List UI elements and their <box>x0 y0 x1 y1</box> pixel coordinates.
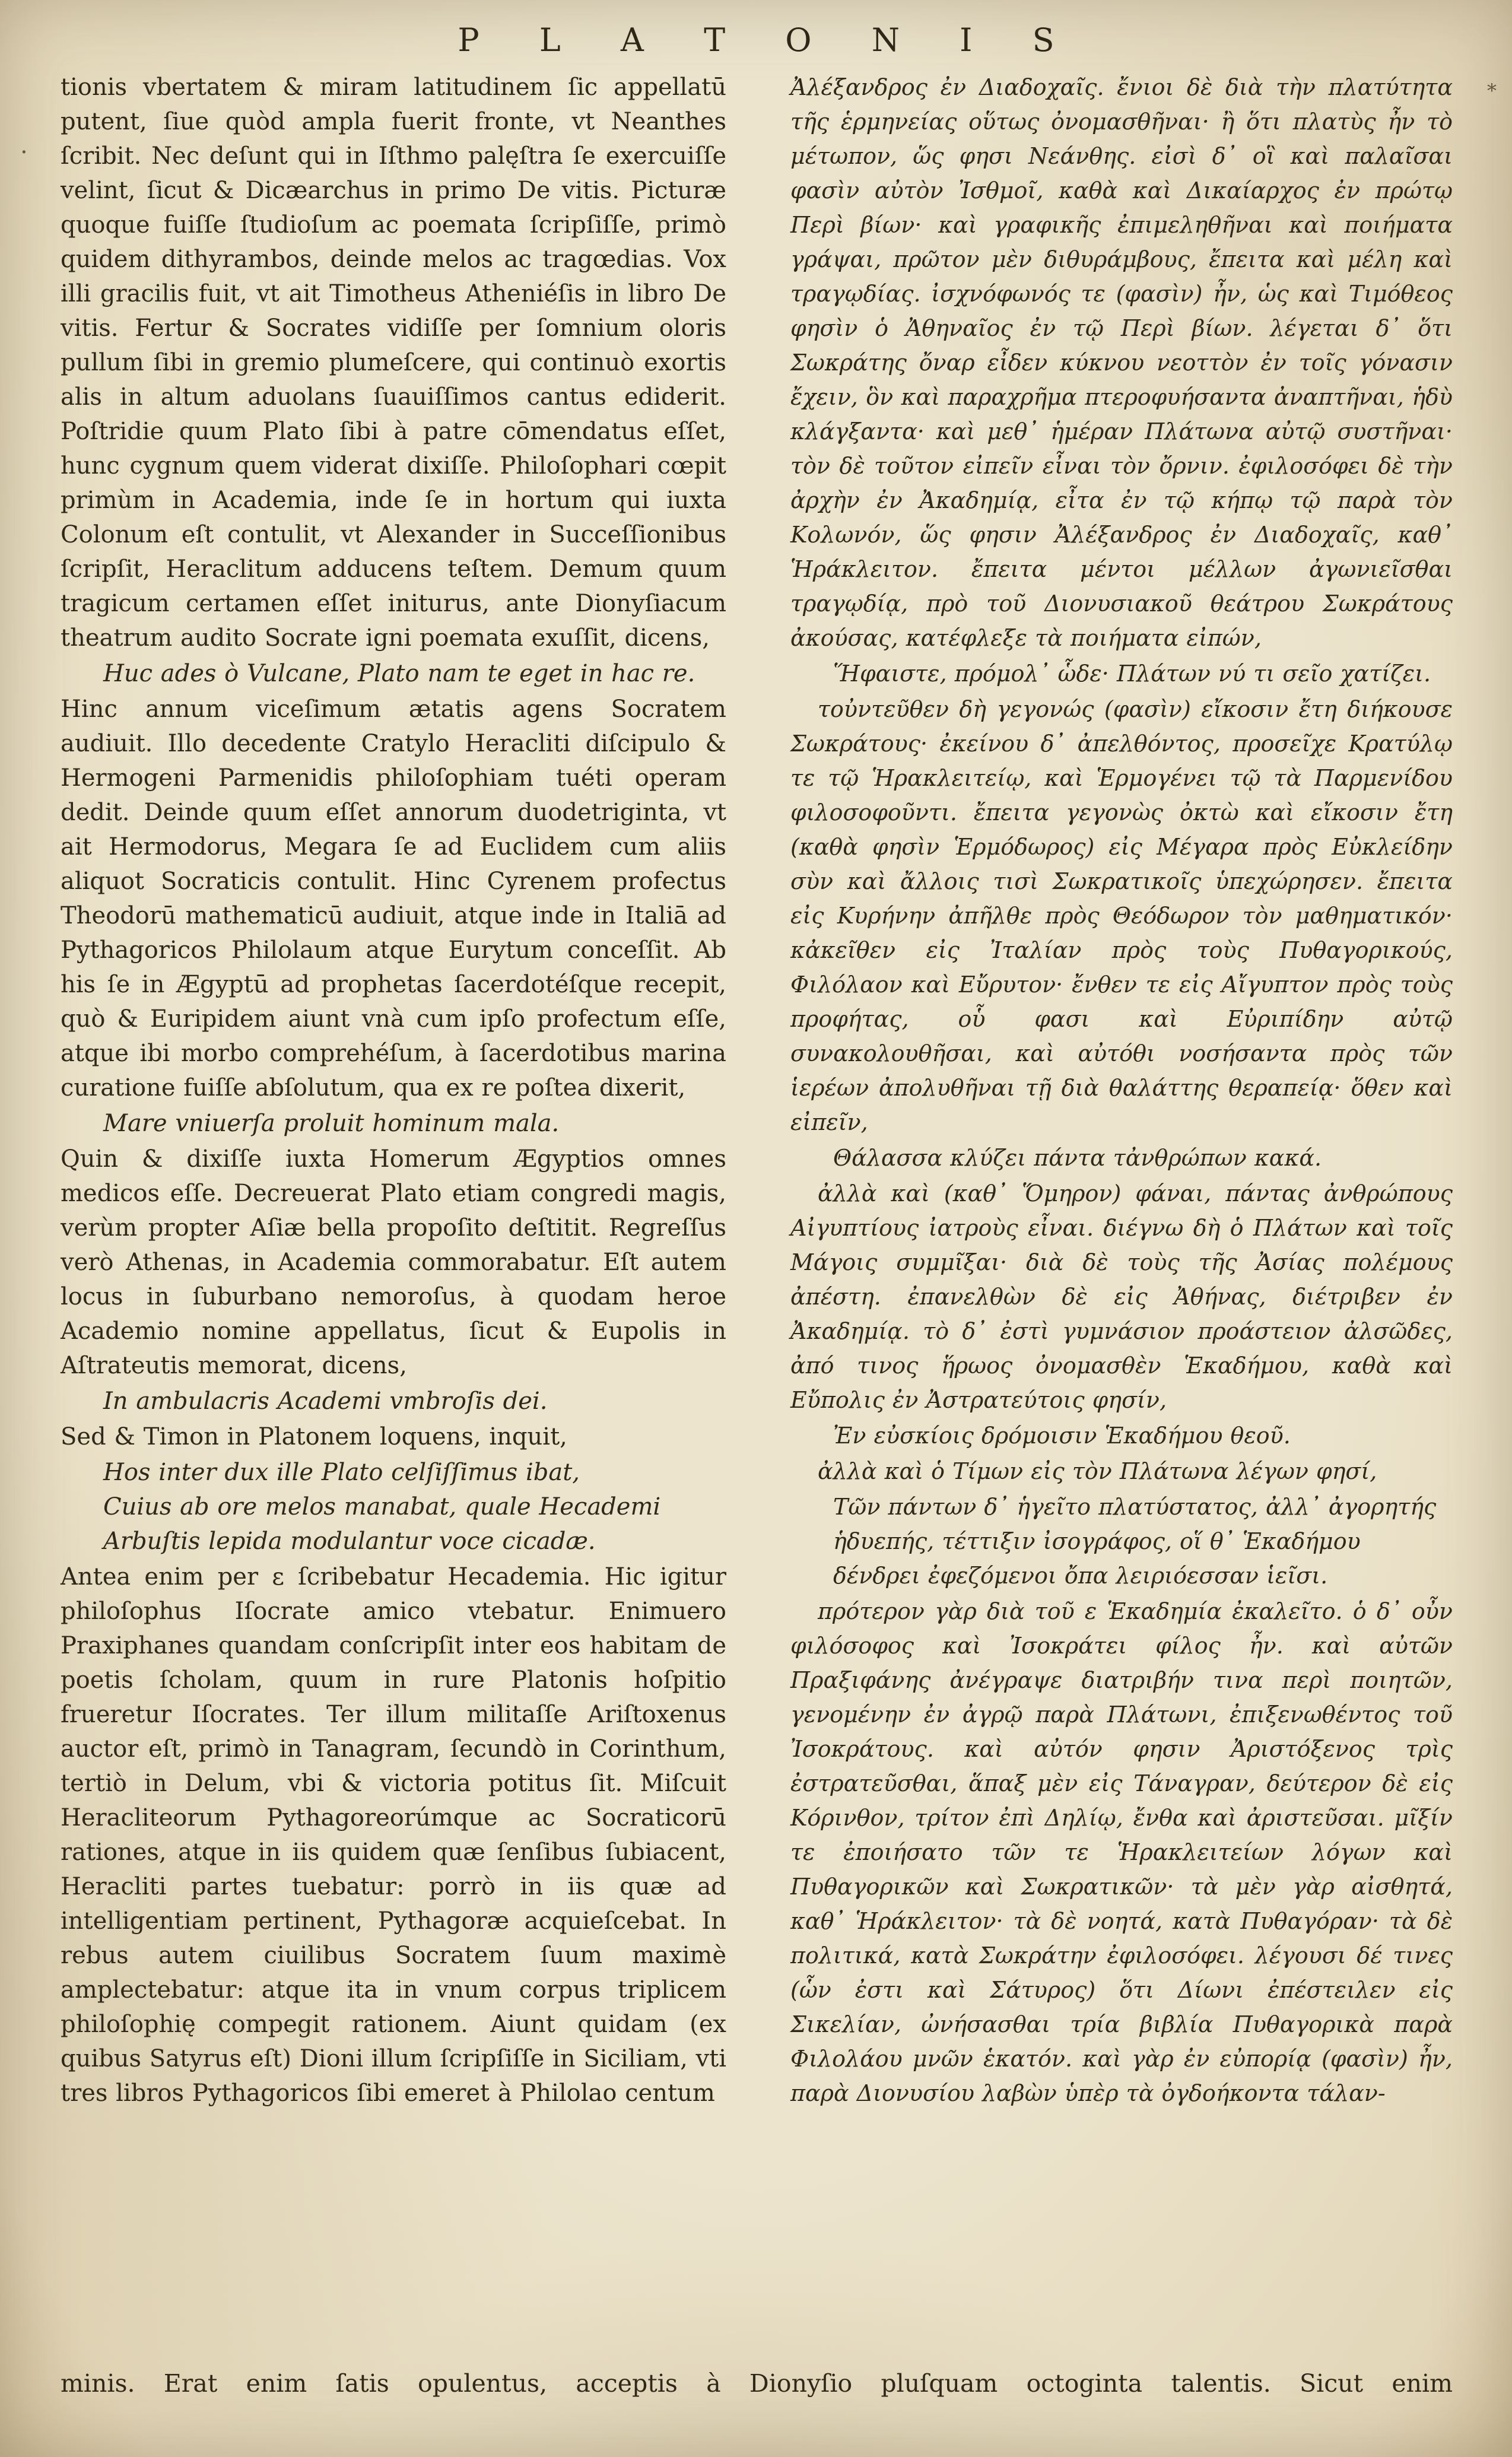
verse-line: ἡδυεπής, τέττιξιν ἰσογράφος, οἵ θ᾽ Ἑκαδήμου <box>833 1528 1361 1554</box>
verse-line: Cuius ab ore melos manabat, quale Hecademi <box>103 1493 661 1520</box>
prose-paragraph: τοὐντεῦθεν δὴ γεγονώς (φασὶν) εἴκοσιν ἔτη διήκουσε Σωκράτους· ἐκείνου δ᾽ ἀπελθόντος, προσεῖχε Κρατύλῳ τε τῷ Ἡρακλειτείῳ, καὶ Ἑρμογένει τῷ τὰ Παρμενίδου φιλοσοφοῦντι. ἔπειτα γεγονὼς ὀκτὼ καὶ εἴκοσιν ἔτη (καθὰ φησὶν Ἑρμόδωρος) εἰς Μέγαρα πρὸς Εὐκλείδην σὺν καὶ ἄλλοις τισὶ Σωκρατικοῖς ὑπεχώρησεν. ἔπειτα εἰς Κυρήνην ἀπῆλθε πρὸς Θεόδωρον τὸν μαθηματικόν· κἀκεῖθεν εἰς Ἰταλίαν πρὸς τοὺς Πυθαγορικούς, Φιλόλαον καὶ Εὔρυτον· ἔνθεν τε εἰς Αἴγυπτον πρὸς τοὺς προφήτας, οὗ φασι καὶ Εὐριπίδην αὐτῷ συνακολουθῆσαι, καὶ αὐτόθι νοσήσαντα πρὸς τῶν ἱερέων ἀπολυθῆναι τῇ διὰ θαλάττης θεραπείᾳ· ὅθεν καὶ εἰπεῖν, <box>790 696 1453 1135</box>
prose-paragraph: Sed & Timon in Platonem loquens, inquit, <box>61 1423 567 1450</box>
greek-column <box>790 70 1453 2110</box>
verse-quotation <box>833 1490 1453 1593</box>
running-header: P L A T O N I S <box>458 21 1079 59</box>
verse-quotation <box>103 1106 726 1141</box>
prose-paragraph: Quin & dixiſſe iuxta Homerum Ægyptios omnes medicos eſſe. Decreuerat Plato etiam congredi magis, verùm propter Aſiæ bella propoſito deſtitit. Regreſſus verò Athenas, in Academia commorabatur. Eſt autem locus in ſuburbano nemoroſus, à quodam heroe Academio nomine appellatus, ſicut & Eupolis in Aſtrateutis memorat, dicens, <box>61 1145 726 1379</box>
verse-quotation <box>103 1384 726 1418</box>
verse-line: Arbuſtis lepida modulantur voce cicadæ. <box>103 1528 596 1555</box>
latin-column <box>61 70 726 2110</box>
verse-line: Ἐν εὐσκίοις δρόμοισιν Ἑκαδήμου θεοῦ. <box>833 1423 1291 1449</box>
prose-paragraph: Hinc annum viceſimum ætatis agens Socratem audiuit. Illo decedente Cratylo Heracliti diſcipulo & Hermogeni Parmenidis philoſophiam tuéti operam dedit. Deinde quum eſſet annorum duodetriginta, vt ait Hermodorus, Megara ſe ad Euclidem cum aliis aliquot Socraticis contulit. Hinc Cyrenem profectus Theodorū mathematicū audiuit, atque inde in Italiā ad Pythagoricos Philolaum atque Eurytum conceſſit. Ab his ſe in Ægyptū ad prophetas ſacerdotéſque recepit, quò & Euripidem aiunt vnà cum ipſo profectum eſſe, atque ibi morbo comprehéſum, à ſacerdotibus marina curatione fuiſſe abſolutum, qua ex re poſtea dixerit, <box>61 696 726 1101</box>
verse-quotation <box>833 1418 1453 1453</box>
verse-line: Mare vniuerſa proluit hominum mala. <box>103 1110 560 1137</box>
footer-continuation-line: minis. Erat enim ſatis opulentus, acceptis à Dionyſio pluſquam octoginta talentis. Sicut enim <box>61 2369 1453 2398</box>
prose-paragraph: tionis vbertatem & miram latitudinem ſic appellatū putent, ſiue quòd ampla fuerit fronte, vt Neanthes ſcribit. Nec deſunt qui in Iſthmo palęſtra ſe exercuiſſe velint, ſicut & Dicæarchus in primo De vitis. Picturæ quoque fuiſſe ſtudioſum ac poemata ſcripſiſſe, primò quidem dithyrambos, deinde melos ac tragœdias. Vox illi gracilis fuit, vt ait Timotheus Atheniéſis in libro De vitis. Fertur & Socrates vidiſſe per ſomnium oloris pullum ſibi in gremio plumeſcere, qui continuò exortis alis in altum aduolans ſuauiſſimos cantus ediderit. Poſtridie quum Plato ſibi à patre cōmendatus eſſet, hunc cygnum quem viderat dixiſſe. Philoſophari cœpit primùm in Academia, inde ſe in hortum qui iuxta Colonum eſt contulit, vt Alexander in Succeſſionibus ſcripſit, Heraclitum adducens teſtem. Demum quum tragicum certamen eſſet initurus, ante Dionyſiacum theatrum audito Socrate igni poemata exuſſit, dicens, <box>61 74 726 652</box>
margin-mark: . <box>20 132 28 159</box>
prose-paragraph: Ἀλέξανδρος ἐν Διαδοχαῖς. ἔνιοι δὲ διὰ τὴν πλατύτητα τῆς ἑρμηνείας οὕτως ὀνομασθῆναι· ἢ ὅτι πλατὺς ἦν τὸ μέτωπον, ὥς φησι Νεάνθης. εἰσὶ δ᾽ οἳ καὶ παλαῖσαι φασὶν αὐτὸν Ἰσθμοῖ, καθὰ καὶ Δικαίαρχος ἐν πρώτῳ Περὶ βίων· καὶ γραφικῆς ἐπιμεληθῆναι καὶ ποιήματα γράψαι, πρῶτον μὲν διθυράμβους, ἔπειτα καὶ μέλη καὶ τραγῳδίας. ἰσχνόφωνός τε (φασὶν) ἦν, ὡς καὶ Τιμόθεος φησὶν ὁ Ἀθηναῖος ἐν τῷ Περὶ βίων. λέγεται δ᾽ ὅτι Σωκράτης ὄναρ εἶδεν κύκνου νεοττὸν ἐν τοῖς γόνασιν ἔχειν, ὃν καὶ παραχρῆμα πτεροφυήσαντα ἀναπτῆναι, ἡδὺ κλάγξαντα· καὶ μεθ᾽ ἡμέραν Πλάτωνα αὐτῷ συστῆναι· τὸν δὲ τοῦτον εἰπεῖν εἶναι τὸν ὄρνιν. ἐφιλοσόφει δὲ τὴν ἀρχὴν ἐν Ἀκαδημίᾳ, εἶτα ἐν τῷ κήπῳ τῷ παρὰ τὸν Κολωνόν, ὥς φησιν Ἀλέξανδρος ἐν Διαδοχαῖς, καθ᾽ Ἡράκλειτον. ἔπειτα μέντοι μέλλων ἀγωνιεῖσθαι τραγῳδίᾳ, πρὸ τοῦ Διονυσιακοῦ θεάτρου Σωκράτους ἀκούσας, κατέφλεξε τὰ ποιήματα εἰπών, <box>790 74 1453 651</box>
prose-paragraph: πρότερον γὰρ διὰ τοῦ ε Ἑκαδημία ἐκαλεῖτο. ὁ δ᾽ οὖν φιλόσοφος καὶ Ἰσοκράτει φίλος ἦν. καὶ αὐτῶν Πραξιφάνης ἀνέγραψε διατριβήν τινα περὶ ποιητῶν, γενομένην ἐν ἀγρῷ παρὰ Πλάτωνι, ἐπιξενωθέντος τοῦ Ἰσοκράτους. καὶ αὐτόν φησιν Ἀριστόξενος τρὶς ἐστρατεῦσθαι, ἅπαξ μὲν εἰς Τάναγραν, δεύτερον δὲ εἰς Κόρινθον, τρίτον ἐπὶ Δηλίῳ, ἔνθα καὶ ἀριστεῦσαι. μῖξίν τε ἐποιήσατο τῶν τε Ἡρακλειτείων λόγων καὶ Πυθαγορικῶν καὶ Σωκρατικῶν· τὰ μὲν γὰρ αἰσθητά, καθ᾽ Ἡράκλειτον· τὰ δὲ νοητά, κατὰ Πυθαγόραν· τὰ δὲ πολιτικά, κατὰ Σωκράτην ἐφιλοσόφει. λέγουσι δέ τινες (ὧν ἐστι καὶ Σάτυρος) ὅτι Δίωνι ἐπέστειλεν εἰς Σικελίαν, ὠνήσασθαι τρία βιβλία Πυθαγορικὰ παρὰ Φιλολάου μνῶν ἑκατόν. καὶ γὰρ ἐν εὐπορίᾳ (φασὶν) ἦν, παρὰ Διονυσίου λαβὼν ὑπὲρ τὰ ὀγδοήκοντα τάλαν- <box>790 1598 1453 2106</box>
verse-line: δένδρει ἐφεζόμενοι ὄπα λειριόεσσαν ἱεῖσι. <box>833 1563 1328 1589</box>
verse-line: Θάλασσα κλύζει πάντα τἀνθρώπων κακά. <box>833 1145 1322 1171</box>
prose-paragraph: ἀλλὰ καὶ (καθ᾽ Ὅμηρον) φάναι, πάντας ἀνθρώπους Αἰγυπτίους ἰατροὺς εἶναι. διέγνω δὴ ὁ Πλάτων καὶ τοῖς Μάγοις συμμῖξαι· διὰ δὲ τοὺς τῆς Ἀσίας πολέμους ἀπέστη. ἐπανελθὼν δὲ εἰς Ἀθήνας, διέτριβεν ἐν Ἀκαδημίᾳ. τὸ δ᾽ ἐστὶ γυμνάσιον προάστειον ἀλσῶδες, ἀπό τινος ἥρωος ὀνομασθὲν Ἑκαδήμου, καθὰ καὶ Εὔπολις ἐν Ἀστρατεύτοις φησίν, <box>790 1180 1453 1413</box>
prose-paragraph: ἀλλὰ καὶ ὁ Τίμων εἰς τὸν Πλάτωνα λέγων φησί, <box>818 1458 1377 1484</box>
verse-line: Τῶν πάντων δ᾽ ἡγεῖτο πλατύστατος, ἀλλ᾽ ἀγορητής <box>833 1494 1437 1520</box>
verse-line: Ἥφαιστε, πρόμολ᾽ ὧδε· Πλάτων νύ τι σεῖο χατίζει. <box>833 661 1431 687</box>
verse-quotation <box>103 1455 726 1558</box>
verse-line: In ambulacris Academi vmbroſis dei. <box>103 1388 548 1415</box>
verse-line: Huc ades ò Vulcane, Plato nam te eget in hac re. <box>103 660 695 687</box>
verse-quotation <box>103 656 726 691</box>
verse-line: Hos inter dux ille Plato celſiſſimus ibat, <box>103 1459 580 1486</box>
verse-quotation <box>833 1141 1453 1175</box>
prose-paragraph: Antea enim per ε ſcribebatur Hecademia. Hic igitur philoſophus Iſocrate amico vtebatur. Enimuero Praxiphanes quandam conſcripſit inter eos habitam de poetis ſcholam, quum in rure Platonis hoſpitio frueretur Iſocrates. Ter illum militaſſe Ariſtoxenus auctor eſt, primò in Tanagram, ſecundò in Corinthum, tertiò in Delum, vbi & victoria potitus ſit. Miſcuit Heracliteorum Pythagoreorúmque ac Socraticorū rationes, atque in iis quidem quæ ſenſibus ſubiacent, Heracliti partes tuebatur: porrò in iis quæ ad intelligentiam pertinent, Pythagoræ acquieſcebat. In rebus autem ciuilibus Socratem ſuum maximè amplectebatur: atque ita in vnum corpus triplicem philoſophię compegit rationem. Aiunt quidam (ex quibus Satyrus eſt) Dioni illum ſcripſiſſe in Siciliam, vti tres libros Pythagoricos ſibi emeret à Philolao centum <box>61 1563 726 2107</box>
margin-mark: * <box>1487 80 1497 102</box>
verse-quotation <box>833 656 1453 691</box>
